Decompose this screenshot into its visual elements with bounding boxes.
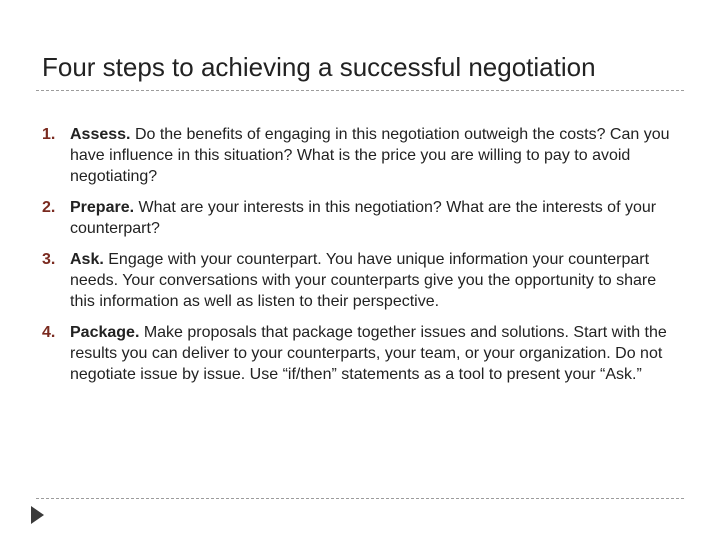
step-assess: [42, 124, 682, 187]
step-prepare: [42, 197, 682, 239]
steps-list: [42, 124, 682, 395]
step-number: 2.: [42, 199, 56, 216]
step-number: 4.: [42, 324, 56, 341]
step-text: Do the benefits of engaging in this negotiation outweigh the costs? Can you have influence in this situation? What is the price you are willing to pay to avoid negotiating?: [70, 126, 670, 185]
step-package: [42, 322, 682, 385]
step-label: Package.: [70, 324, 144, 341]
footer-divider: [36, 498, 684, 499]
title-divider: [36, 90, 684, 91]
step-number: 1.: [42, 126, 56, 143]
step-text: What are your interests in this negotiation? What are the interests of your counterpart?: [70, 199, 657, 237]
step-label: Prepare.: [70, 199, 139, 216]
step-text: Make proposals that package together issues and solutions. Start with the results you can deliver to your counterparts, your team, or your organization. Do not negotiate issue by issue. Use “if/then” statements as a tool to present your “Ask.”: [70, 324, 667, 383]
play-arrow-icon[interactable]: [31, 506, 44, 524]
step-label: Assess.: [70, 126, 135, 143]
step-number: 3.: [42, 251, 56, 268]
step-ask: [42, 249, 682, 312]
slide-title: Four steps to achieving a successful negotiation: [42, 52, 596, 82]
step-label: Ask.: [70, 251, 109, 268]
step-text: Engage with your counterpart. You have unique information your counterpart needs. Your conversations with your counterparts give you the opportunity to share this information as well as listen to their perspective.: [70, 251, 657, 310]
